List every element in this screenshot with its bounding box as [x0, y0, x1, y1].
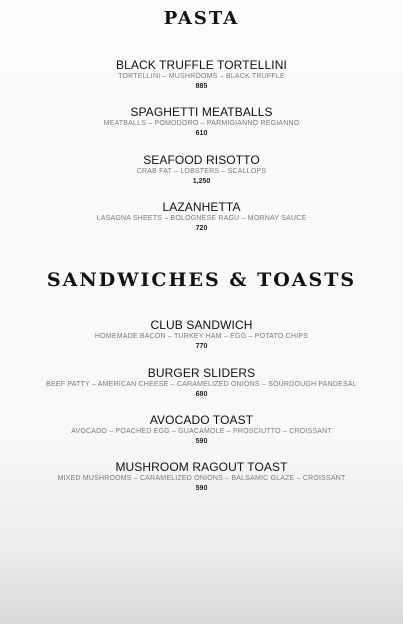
- item-description: HOMEMADE BACON – TURKEY HAM – EGG – POTATO CHIPS: [94, 333, 309, 340]
- menu-item: [0, 318, 403, 351]
- menu-item: [0, 413, 403, 446]
- item-name: BLACK TRUFFLE TORTELLINI: [116, 58, 287, 72]
- menu-item: [0, 460, 403, 493]
- item-name: BURGER SLIDERS: [147, 366, 256, 380]
- item-description: BEEF PATTY – AMERICAN CHEESE – CARAMELIZED ONIONS – SOURDOUGH PANDESAL: [46, 381, 357, 388]
- menu-item: [0, 366, 403, 399]
- item-price: 720: [195, 225, 208, 232]
- item-description: TORTELLINI – MUSHROOMS – BLACK TRUFFLE: [118, 73, 285, 80]
- item-name: SEAFOOD RISOTTO: [143, 153, 260, 167]
- menu-item: [0, 153, 403, 186]
- item-description: MEATBALLS – POMODORO – PARMIGIANNO REGIANNO: [103, 120, 300, 127]
- sandwiches-section-title: SANDWICHES & TOASTS: [46, 269, 357, 291]
- item-name: SPAGHETTI MEATBALLS: [130, 105, 273, 119]
- item-name: LAZANHETTA: [162, 200, 241, 214]
- item-price: 590: [195, 485, 208, 492]
- menu-item: [0, 58, 403, 91]
- item-name: MUSHROOM RAGOUT TOAST: [115, 460, 288, 474]
- item-price: 680: [195, 391, 208, 398]
- menu-item: [0, 200, 403, 233]
- item-description: MIXED MUSHROOMS – CARAMELIZED ONIONS – BALSAMIC GLAZE – CROISSANT: [57, 475, 346, 482]
- item-price: 770: [195, 343, 208, 350]
- item-name: CLUB SANDWICH: [150, 318, 253, 332]
- item-description: CRAB FAT – LOBSTERS – SCALLOPS: [136, 168, 267, 175]
- pasta-section-title: PASTA: [163, 8, 240, 29]
- item-description: AVOCADO – POACHED EGG – GUACAMOLE – PROSCIUTTO – CROISSANT: [71, 428, 332, 435]
- item-name: AVOCADO TOAST: [149, 413, 254, 427]
- item-price: 1,250: [192, 178, 211, 185]
- item-description: LASAGNA SHEETS – BOLOGNESE RAGU – MORNAY SAUCE: [96, 215, 307, 222]
- item-price: 610: [195, 130, 208, 137]
- item-price: 885: [195, 83, 208, 90]
- menu-item: [0, 105, 403, 138]
- item-price: 590: [195, 438, 208, 445]
